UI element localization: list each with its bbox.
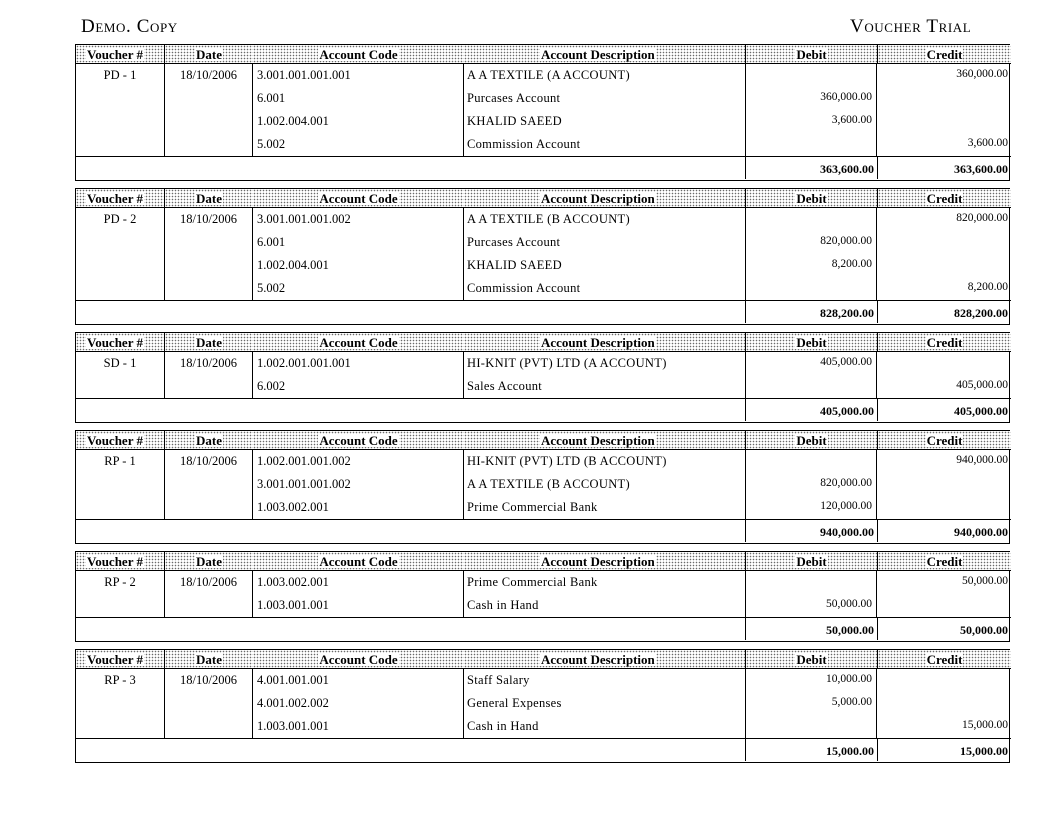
col-header-debit [745,333,877,352]
account-code: 1.003.002.001 [257,500,329,514]
account-description: Commission Account [467,281,581,295]
col-header-credit [877,189,1011,208]
account-description-column [464,352,745,398]
account-description: A A TEXTILE (B ACCOUNT) [467,477,630,491]
col-header-debit [745,189,877,208]
total-credit: 50,000.00 [877,617,1011,640]
account-description-column [464,669,745,738]
col-header-credit [877,650,1011,669]
account-code: 4.001.002.002 [257,696,329,710]
voucher-date: 18/10/2006 [180,575,237,589]
date-column [165,571,253,617]
debit-column [745,208,877,300]
account-description: HI-KNIT (PVT) LTD (A ACCOUNT) [467,356,667,370]
account-code-column [253,571,464,617]
account-description: Staff Salary [467,673,530,687]
voucher-block [75,332,1010,423]
credit-amount [877,352,1008,375]
credit-column [877,208,1011,300]
column-header-label: Date [196,46,222,62]
account-description: Purcases Account [467,235,561,249]
account-code: 3.001.001.001.002 [257,212,351,226]
total-debit: 828,200.00 [745,300,877,323]
credit-amount: 940,000.00 [956,454,1008,466]
account-description: HI-KNIT (PVT) LTD (B ACCOUNT) [467,454,667,468]
debit-column [745,571,877,617]
total-debit: 405,000.00 [745,398,877,421]
voucher-date: 18/10/2006 [180,356,237,370]
total-credit: 15,000.00 [877,738,1011,761]
column-header-label: Account Code [319,553,398,569]
col-header-voucher [76,333,165,352]
credit-amount [877,496,1008,519]
credit-column [877,669,1011,738]
column-header-label: Account Description [541,334,655,350]
voucher-block [75,188,1010,325]
account-code: 1.003.001.001 [257,719,329,733]
voucher-number: SD - 1 [103,356,137,370]
voucher-number: RP - 1 [104,454,136,468]
voucher-number-column [76,352,165,398]
col-header-account-description [464,552,745,571]
account-code: 4.001.001.001 [257,673,329,687]
credit-amount [877,692,1008,715]
debit-amount: 405,000.00 [820,356,872,368]
totals-spacer [76,519,745,543]
voucher-table [75,44,1010,181]
voucher-table [75,430,1010,544]
totals-spacer [76,300,745,324]
col-header-credit [877,431,1011,450]
voucher-block [75,649,1010,763]
col-header-account-code [253,650,464,669]
account-code: 5.002 [257,281,286,295]
column-header-label: Account Description [541,553,655,569]
debit-amount: 3,600.00 [831,114,872,126]
credit-amount: 15,000.00 [962,719,1008,731]
totals-spacer [76,156,745,180]
col-header-account-description [464,189,745,208]
voucher-number: RP - 3 [104,673,136,687]
debit-column [745,669,877,738]
column-header-label: Debit [796,190,827,206]
debit-amount: 10,000.00 [826,673,872,685]
report-title: Voucher Trial [850,16,972,37]
column-header-label: Voucher # [87,46,143,62]
column-header-label: Debit [796,553,827,569]
column-header-label: Account Code [319,651,398,667]
account-description: Cash in Hand [467,598,539,612]
column-header-label: Debit [796,651,827,667]
account-description: A A TEXTILE (B ACCOUNT) [467,212,630,226]
credit-column [877,64,1011,156]
col-header-account-code [253,333,464,352]
voucher-date: 18/10/2006 [180,454,237,468]
total-debit: 15,000.00 [745,738,877,761]
date-column [165,450,253,519]
debit-amount: 120,000.00 [820,500,872,512]
account-code: 3.001.001.001.002 [257,477,351,491]
credit-amount: 820,000.00 [956,212,1008,224]
col-header-date [165,333,253,352]
account-code: 3.001.001.001.001 [257,68,351,82]
credit-amount: 360,000.00 [956,68,1008,80]
col-header-credit [877,45,1011,64]
voucher-table [75,649,1010,763]
account-code: 1.002.001.001.002 [257,454,351,468]
account-description: General Expenses [467,696,562,710]
col-header-date [165,650,253,669]
credit-amount [877,669,1008,692]
account-description-column [464,208,745,300]
debit-amount: 820,000.00 [820,235,872,247]
voucher-number-column [76,450,165,519]
col-header-account-description [464,431,745,450]
account-description: A A TEXTILE (A ACCOUNT) [467,68,630,82]
column-header-label: Debit [796,46,827,62]
account-description-column [464,450,745,519]
credit-amount: 8,200.00 [967,281,1008,293]
column-header-label: Voucher # [87,190,143,206]
total-credit: 363,600.00 [877,156,1011,179]
col-header-voucher [76,431,165,450]
date-column [165,669,253,738]
credit-amount [877,473,1008,496]
voucher-block [75,430,1010,544]
account-code: 1.002.004.001 [257,258,329,272]
col-header-debit [745,552,877,571]
account-code: 5.002 [257,137,286,151]
column-header-label: Debit [796,432,827,448]
account-description: KHALID SAEED [467,114,562,128]
col-header-account-code [253,431,464,450]
account-code: 6.001 [257,235,286,249]
col-header-credit [877,552,1011,571]
debit-amount [746,64,872,87]
account-code: 6.001 [257,91,286,105]
total-debit: 363,600.00 [745,156,877,179]
credit-amount [877,110,1008,133]
debit-column [745,450,877,519]
debit-amount: 360,000.00 [820,91,872,103]
date-column [165,352,253,398]
account-description: Commission Account [467,137,581,151]
credit-amount: 3,600.00 [967,137,1008,149]
col-header-debit [745,431,877,450]
voucher-number-column [76,571,165,617]
total-debit: 50,000.00 [745,617,877,640]
account-description: Cash in Hand [467,719,539,733]
date-column [165,208,253,300]
account-code: 6.002 [257,379,286,393]
total-credit: 940,000.00 [877,519,1011,542]
credit-column [877,450,1011,519]
total-credit: 405,000.00 [877,398,1011,421]
debit-column [745,352,877,398]
column-header-label: Date [196,553,222,569]
voucher-date: 18/10/2006 [180,673,237,687]
col-header-credit [877,333,1011,352]
column-header-label: Voucher # [87,334,143,350]
column-header-label: Voucher # [87,432,143,448]
column-header-label: Account Code [319,334,398,350]
column-header-label: Account Code [319,190,398,206]
voucher-number: PD - 1 [103,68,137,82]
account-description: Prime Commercial Bank [467,575,598,589]
date-column [165,64,253,156]
column-header-label: Account Description [541,46,655,62]
credit-amount [877,231,1008,254]
debit-amount [746,715,872,738]
voucher-number-column [76,208,165,300]
voucher-number-column [76,64,165,156]
account-code: 1.002.004.001 [257,114,329,128]
voucher-table [75,551,1010,642]
col-header-voucher [76,650,165,669]
credit-amount [877,254,1008,277]
col-header-account-code [253,45,464,64]
column-header-label: Account Code [319,432,398,448]
col-header-voucher [76,552,165,571]
column-header-label: Account Description [541,432,655,448]
col-header-voucher [76,45,165,64]
account-description: Prime Commercial Bank [467,500,598,514]
account-code: 1.002.001.001.001 [257,356,351,370]
account-description-column [464,64,745,156]
col-header-account-description [464,650,745,669]
totals-spacer [76,738,745,762]
account-code-column [253,450,464,519]
credit-amount [877,87,1008,110]
voucher-table [75,188,1010,325]
account-description: KHALID SAEED [467,258,562,272]
voucher-block [75,551,1010,642]
voucher-number-column [76,669,165,738]
total-debit: 940,000.00 [745,519,877,542]
voucher-date: 18/10/2006 [180,68,237,82]
column-header-label: Account Description [541,190,655,206]
column-header-label: Credit [926,553,963,569]
credit-column [877,352,1011,398]
debit-amount [746,375,872,398]
debit-amount: 820,000.00 [820,477,872,489]
column-header-label: Date [196,651,222,667]
column-header-label: Credit [926,334,963,350]
col-header-date [165,431,253,450]
debit-amount: 5,000.00 [831,696,872,708]
column-header-label: Credit [926,190,963,206]
voucher-table [75,332,1010,423]
debit-amount [746,133,872,156]
column-header-label: Voucher # [87,651,143,667]
credit-column [877,571,1011,617]
debit-amount [746,208,872,231]
col-header-date [165,189,253,208]
column-header-label: Date [196,190,222,206]
col-header-date [165,45,253,64]
debit-column [745,64,877,156]
col-header-account-description [464,45,745,64]
col-header-account-code [253,189,464,208]
debit-amount [746,277,872,300]
account-description: Purcases Account [467,91,561,105]
account-code: 1.003.002.001 [257,575,329,589]
account-description-column [464,571,745,617]
voucher-date: 18/10/2006 [180,212,237,226]
voucher-number: RP - 2 [104,575,136,589]
column-header-label: Account Code [319,46,398,62]
column-header-label: Credit [926,651,963,667]
credit-amount: 405,000.00 [956,379,1008,391]
credit-amount: 50,000.00 [962,575,1008,587]
col-header-debit [745,45,877,64]
col-header-debit [745,650,877,669]
column-header-label: Date [196,432,222,448]
account-code-column [253,352,464,398]
column-header-label: Account Description [541,651,655,667]
report-copy-label: Demo. Copy [81,16,178,37]
voucher-number: PD - 2 [103,212,137,226]
account-code-column [253,64,464,156]
column-header-label: Debit [796,334,827,350]
column-header-label: Date [196,334,222,350]
column-header-label: Credit [926,46,963,62]
col-header-account-code [253,552,464,571]
account-code-column [253,208,464,300]
credit-amount [877,594,1008,617]
col-header-account-description [464,333,745,352]
debit-amount: 50,000.00 [826,598,872,610]
account-description: Sales Account [467,379,543,393]
debit-amount: 8,200.00 [831,258,872,270]
col-header-date [165,552,253,571]
column-header-label: Voucher # [87,553,143,569]
voucher-block [75,44,1010,181]
debit-amount [746,450,872,473]
debit-amount [746,571,872,594]
totals-spacer [76,398,745,422]
total-credit: 828,200.00 [877,300,1011,323]
account-code-column [253,669,464,738]
col-header-voucher [76,189,165,208]
account-code: 1.003.001.001 [257,598,329,612]
totals-spacer [76,617,745,641]
column-header-label: Credit [926,432,963,448]
